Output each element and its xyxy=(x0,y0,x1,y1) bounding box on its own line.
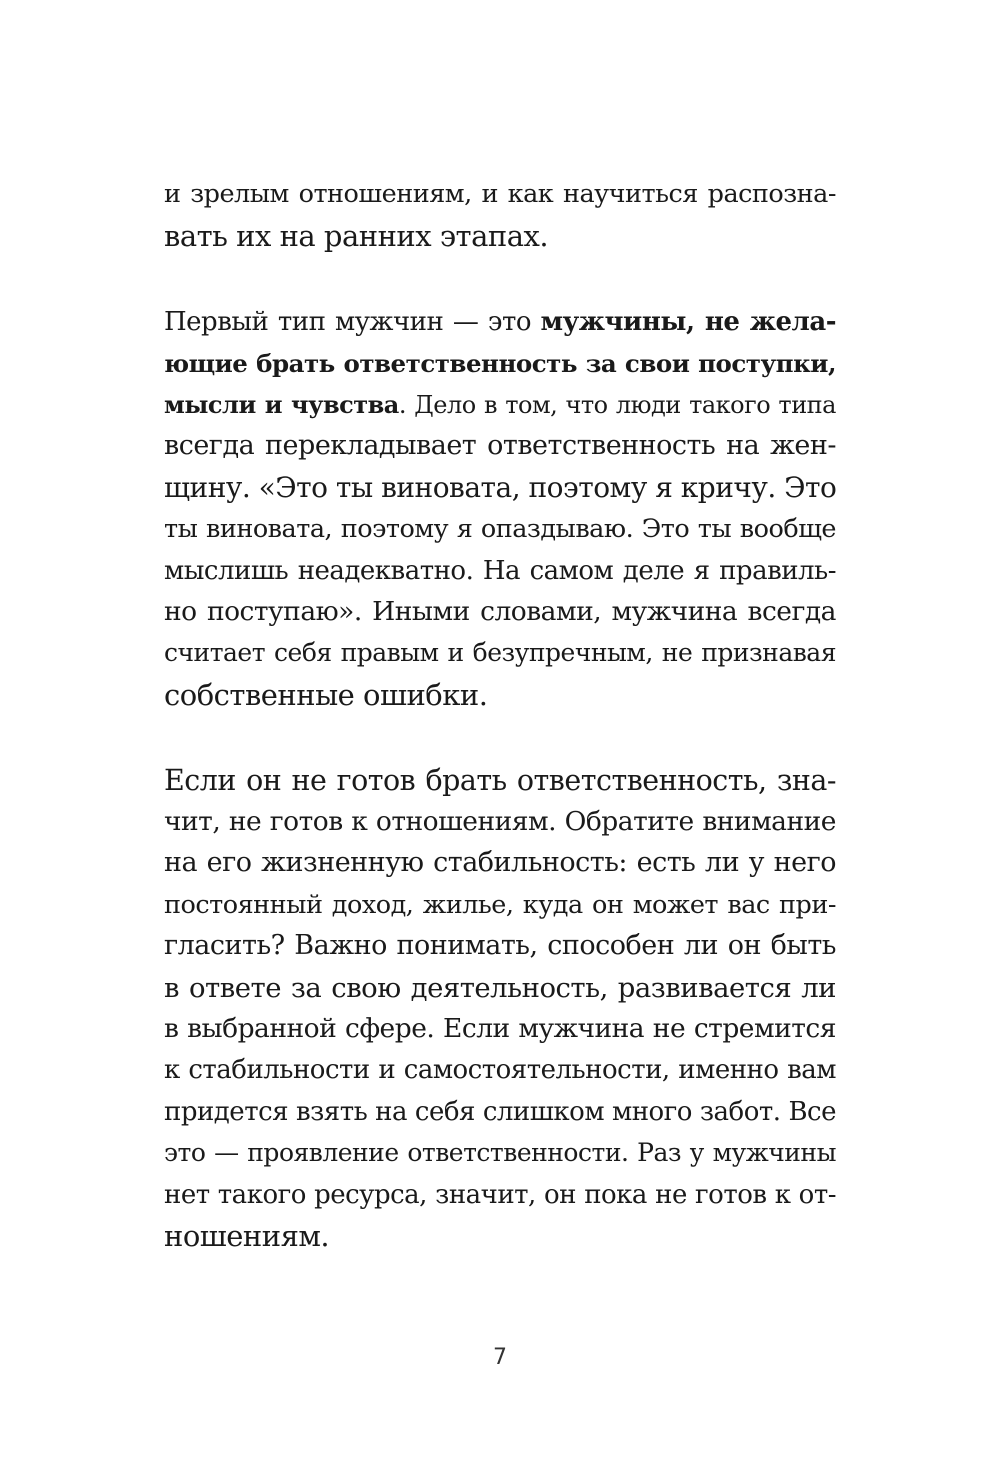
text-line: нет такого ресурса, значит, он пока не готов к от- xyxy=(164,1180,836,1210)
text-line: всегда перекладывает ответственность на жен- xyxy=(164,430,836,461)
text-line: считает себя правым и безупречным, не признавая xyxy=(164,638,836,667)
text-line: чит, не готов к отношениям. Обратите внимание xyxy=(164,806,836,837)
text-line: к стабильности и самостоятельности, именно вам xyxy=(164,1055,836,1085)
text-line: ты виновата, поэтому я опаздываю. Это ты вообще xyxy=(164,514,836,544)
text-line: Если он не готов брать ответственность, зна- xyxy=(164,764,836,797)
bold-text: мужчины, не желa- xyxy=(540,307,836,337)
text-line: постоянный доход, жилье, куда он может вас при- xyxy=(164,890,836,920)
text-line: в выбранной сфере. Если мужчина не стремится xyxy=(164,1013,836,1044)
text-line: придется взять на себя слишком много забот. Все xyxy=(164,1097,836,1127)
text-line: гласить? Важно понимать, способен ли он быть xyxy=(164,930,836,961)
normal-text: Первый тип мужчин — это xyxy=(164,307,541,337)
text-line: в ответе за свою деятельность, развивается ли xyxy=(164,972,836,1004)
text-line: вать их на ранних этапах. xyxy=(164,219,549,253)
text-line xyxy=(164,301,836,343)
text-line: это — проявление ответственности. Раз у мужчины xyxy=(164,1138,836,1167)
page-number: 7 xyxy=(493,1345,507,1370)
text-line: но поступаю». Иными словами, мужчина всегда xyxy=(164,596,836,627)
bold-text: мысли и чувства xyxy=(164,390,399,419)
text-line: мыслишь неадекватно. На самом деле я правиль- xyxy=(164,556,836,586)
text-line: собственные ошибки. xyxy=(164,678,488,712)
text-line: ющие брать ответственность за свои поступки, xyxy=(164,349,836,378)
text-line: ношениям. xyxy=(164,1219,330,1253)
normal-text: . Дело в том, что люди такого типа xyxy=(398,391,836,419)
text-line: и зрелым отношениям, и как научиться распозна- xyxy=(164,179,836,209)
text-line xyxy=(164,384,836,426)
text-line: на его жизненную стабильность: есть ли у него xyxy=(164,847,836,878)
text-line: щину. «Это ты виновата, поэтому я кричу. Это xyxy=(164,471,837,504)
